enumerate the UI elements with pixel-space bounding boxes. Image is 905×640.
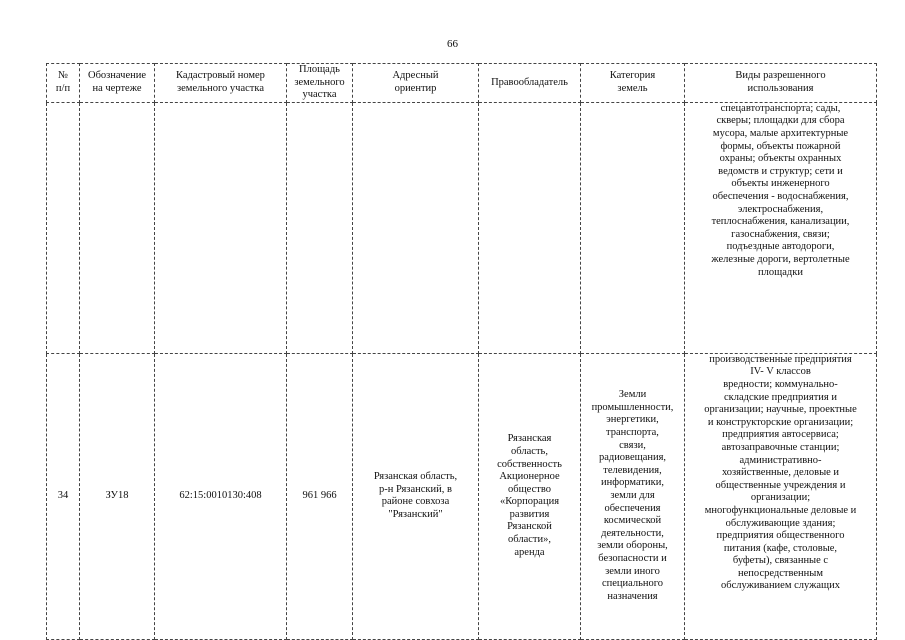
table-cell: [47, 102, 80, 353]
land-category: Земли промышленности, энергетики, транспорта, связи, радиовещания, телевидения, информатики, земли для обеспечения космической деятельности, земли обороны, безопасности и земли иного специального назначения: [581, 353, 685, 639]
table-row: [47, 353, 877, 639]
table-cell: [287, 102, 353, 353]
plot-designation: ЗУ18: [80, 353, 155, 639]
page-number: 66: [447, 38, 458, 50]
land-plots-table: [46, 63, 877, 640]
table-cell: [80, 102, 155, 353]
rights-holder: Рязанская область, собственность Акционерное общество «Корпорация развития Рязанской области», аренда: [479, 353, 581, 639]
permitted-uses-continuation: спецавтотранспорта; сады, скверы; площадки для сбора мусора, малые архитектурные формы, объекты пожарной охраны; объекты охранных ведомств и структур; сети и объекты инженерного обеспечения - водоснабжения, электроснабжения, теплоснабжения, канализации, газоснабжения, связи; подъездные автодороги, железные дороги, вертолетные площадки: [685, 102, 877, 353]
header-number: № п/п: [47, 64, 80, 103]
plot-area: 961 966: [287, 353, 353, 639]
cadastral-number: 62:15:0010130:408: [155, 353, 287, 639]
permitted-uses: производственные предприятия IV- V классов вредности; коммунально- складские предприятия и организации; научные, проектные и конструкторские организации; предприятия автосервиса; автозаправочные станции; административно- хозяйственные, деловые и общественные учреждения и организации; многофункциональные деловые и обслуживающие здания; предприятия общественного питания (кафе, столовые, буфеты), связанные с непосредственным обслуживанием служащих: [685, 353, 877, 639]
header-permitted-uses: Виды разрешенного использования: [685, 64, 877, 103]
address-landmark: Рязанская область, р-н Рязанский, в районе совхоза "Рязанский": [353, 353, 479, 639]
header-area: Площадь земельного участка: [287, 64, 353, 103]
table-cell: [581, 102, 685, 353]
header-owner: Правообладатель: [479, 64, 581, 103]
table-row-continuation: [47, 102, 877, 353]
header-cadastral-number: Кадастровый номер земельного участка: [155, 64, 287, 103]
table-cell: [479, 102, 581, 353]
row-number: 34: [47, 353, 80, 639]
table-header-row: [47, 64, 877, 103]
table-cell: [155, 102, 287, 353]
header-address: Адресный ориентир: [353, 64, 479, 103]
header-designation: Обозначение на чертеже: [80, 64, 155, 103]
table-cell: [353, 102, 479, 353]
header-land-category: Категория земель: [581, 64, 685, 103]
